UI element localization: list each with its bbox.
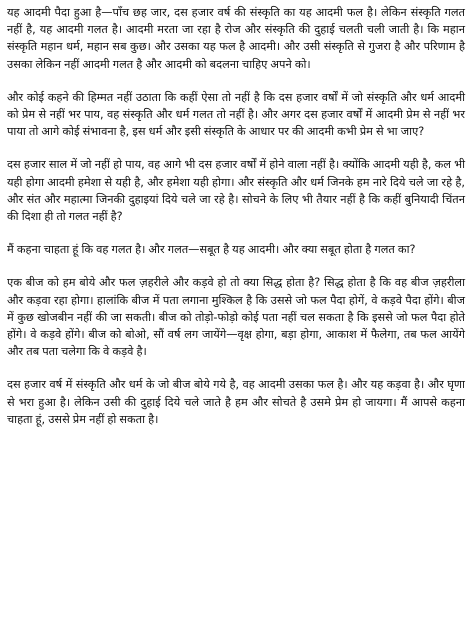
paragraph-5: एक बीज को हम बोये और फल ज़हरीले और कड़वे हो तो क्या सिद्ध होता है? सिद्ध होता है कि वह बीज ज़हरीला और कड़वा रहा होगा। हालांकि बीज में पता लगाना मुश्किल है कि उससे जो फल पैदा होगें, वे कड़वे पैदा होंगे। बीज में कुछ खोजबीन नहीं की जा सकती। बीज को तोड़ो-फोड़ो कोई पता नहीं चल सकता है कि इससे जो फल पैदा होते होंगे। वे कड़वे होंगे। बीज को बोओ, सौं वर्ष लग जायेंगे—वृक्ष होगा, बड़ा होगा, आकाश में फैलेगा, तब फल आयेंगे और तब पता चलेगा कि वे कड़वे है।	[7, 276, 465, 359]
paragraph-4: मैं कहना चाहता हूं कि वह गलत है। और गलत—सबूत है यह आदमी। और क्या सबूत होता है गलत का?	[7, 243, 416, 257]
paragraph-3: दस हजार साल में जो नहीं हो पाय, वह आगे भी दस हजार वर्षों में होने वाला नहीं है। क्योंकि आदमी यही है, कल भी यही होगा आदमी हमेशा से यही है, और हमेशा यही होगा। और संस्कृति और धर्म जिनके हम नारे दिये चले जा रहे है, और संत और महात्मा जिनकी दुहाइयां दिये चले जा रहे है। सोचने के लिए भी तैयार नहीं है कि कहीं बुनियादी चिंतन की दिशा ही तो गलत नहीं है?	[7, 158, 465, 224]
paragraph-6: दस हजार वर्ष में संस्कृति और धर्म के जो बीज बोये गये है, वह आदमी उसका फल है। और यह कड़वा है। और घृणा से भरा हुआ है। लेकिन उसी की दुहाई दिये चले जाते है हम और सोचते है उसमे प्रेम हो जायगा। मैं आपसे कहना चाहता हूं, उससे प्रेम नहीं हो सकता है।	[7, 378, 465, 426]
paragraph-2: और कोई कहने की हिम्मत नहीं उठाता कि कहीं ऐसा तो नहीं है कि दस हजार वर्षों में जो संस्कृति और धर्म आदमी को प्रेम से नहीं भर पाय, वह संस्कृति और धर्म गलत तो नहीं है। और अगर दस हजार वर्षों में आदमी प्रेम से नहीं भर पाया तो आगे कोई संभावना है, इस धर्म और इसी संस्कृति के आधार पर की आदमी कभी प्रेम से भा जाए?	[7, 90, 465, 139]
paragraph-1: यह आदमी पैदा हुआ है—पाँच छह जार, दस हजार वर्ष की संस्कृति का यह आदमी फल है। लेकिन संस्कृति गलत नहीं है, यह आदमी गलत है। आदमी मरता जा रहा है रोज और संस्कृति की दुहाई चलती चली जाती है। कि महान संस्कृति महान धर्म, महान सब कुछ। और उसका यह फल है आदमी। और उसी संस्कृति से गुजरा है और परिणाम है उसका लेकिन नहीं आदमी गलत है और आदमी को बदलना चाहिए अपने को।	[7, 6, 465, 71]
